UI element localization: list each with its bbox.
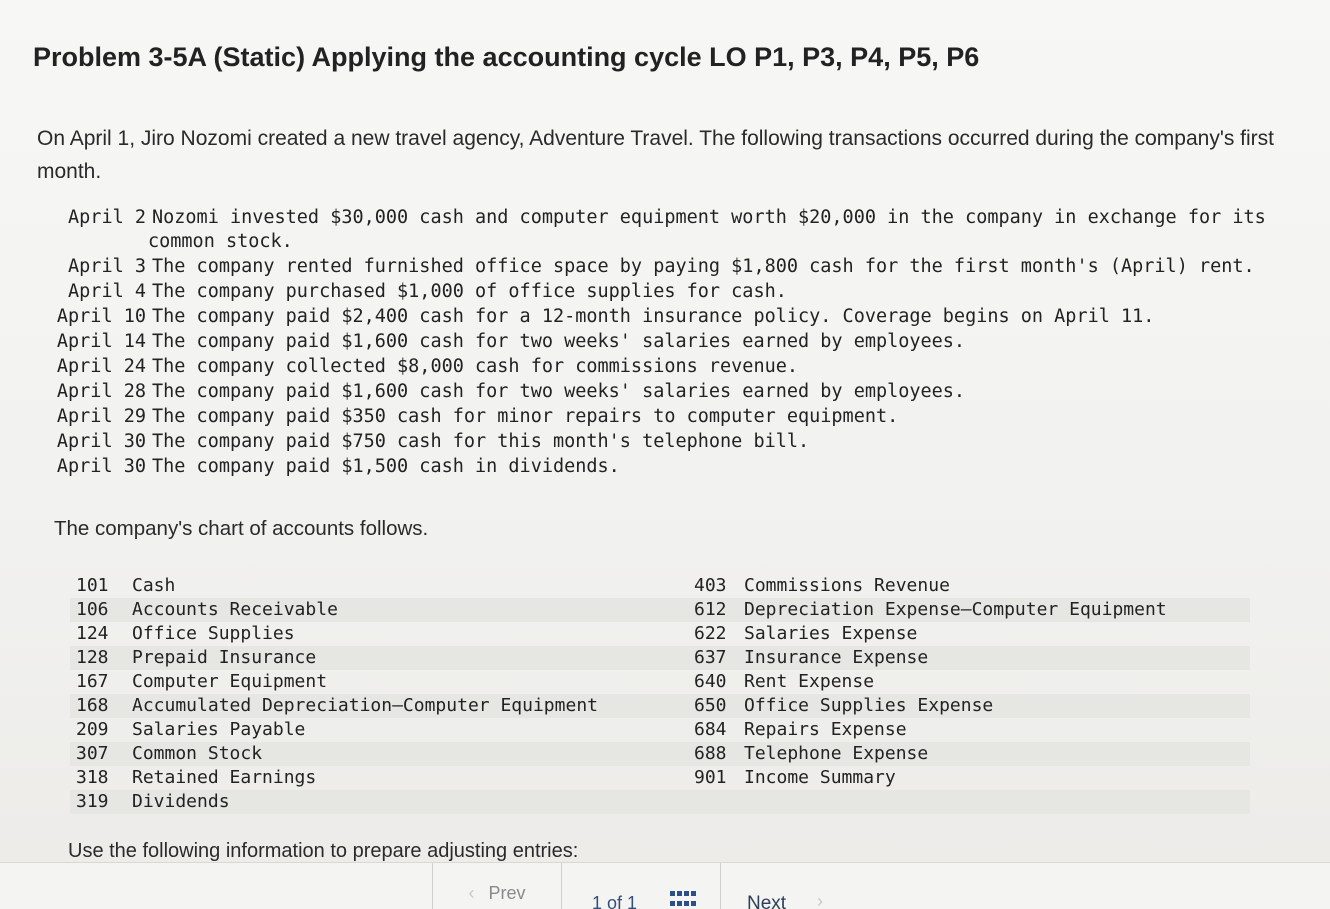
account-number: 168 [76, 695, 109, 716]
account-name: Telephone Expense [744, 743, 929, 764]
problem-title: Problem 3-5A (Static) Applying the accounting cycle LO P1, P3, P4, P5, P6 [33, 42, 980, 72]
account-right [690, 742, 928, 766]
account-name: Computer Equipment [132, 671, 328, 692]
transaction-date: April 3 [68, 256, 146, 277]
transaction-text-continued: common stock. [148, 231, 293, 252]
transaction-text: The company paid $1,600 cash for two weeks' salaries earned by employees. [152, 381, 966, 402]
account-number: 319 [76, 791, 109, 812]
account-row [70, 766, 1250, 790]
account-name: Retained Earnings [132, 767, 317, 788]
account-name: Income Summary [744, 767, 896, 788]
account-row [70, 790, 1250, 814]
transaction-row [46, 279, 1266, 304]
problem-intro: On April 1, Jiro Nozomi created a new travel agency, Adventure Travel. The following transactions occurred during the company's first month. [37, 127, 1275, 183]
account-name: Salaries Expense [744, 623, 918, 644]
account-row [70, 694, 1250, 718]
account-left [70, 718, 690, 742]
transaction-row [46, 354, 1266, 379]
transaction-row [46, 379, 1266, 404]
prev-label: Prev [488, 883, 526, 903]
account-name: Office Supplies [132, 623, 295, 644]
account-row [70, 670, 1250, 694]
transaction-date: April 30 [56, 456, 146, 477]
transaction-text: The company paid $750 cash for this month's telephone bill. [152, 431, 810, 452]
transaction-date: April 10 [56, 306, 146, 327]
account-right [690, 670, 874, 694]
transaction-date: April 29 [56, 406, 146, 427]
account-name: Cash [132, 575, 176, 596]
transaction-text: The company purchased $1,000 of office supplies for cash. [152, 281, 787, 302]
account-name: Salaries Payable [132, 719, 306, 740]
account-left [70, 742, 690, 766]
grid-icon[interactable] [670, 891, 696, 909]
account-number: 688 [694, 743, 727, 764]
transaction-date: April 24 [56, 356, 146, 377]
transaction-text: The company rented furnished office space by paying $1,800 cash for the first month's (April) rent. [152, 256, 1255, 277]
transaction-row [46, 304, 1266, 329]
account-row [70, 598, 1250, 622]
account-row [70, 622, 1250, 646]
pagination-bar [0, 862, 1330, 909]
account-number: 307 [76, 743, 109, 764]
account-number: 640 [694, 671, 727, 692]
account-left [70, 646, 690, 670]
account-left [70, 622, 690, 646]
account-right [690, 766, 896, 790]
page-indicator: 1 of 1 [592, 893, 638, 909]
account-name: Accounts Receivable [132, 599, 338, 620]
account-left [70, 766, 690, 790]
account-row [70, 718, 1250, 742]
transaction-text: The company paid $350 cash for minor repairs to computer equipment. [152, 406, 899, 427]
account-name: Dividends [132, 791, 230, 812]
account-number: 650 [694, 695, 727, 716]
chart-of-accounts-table [70, 574, 1250, 814]
account-number: 167 [76, 671, 109, 692]
transaction-text: The company paid $2,400 cash for a 12-month insurance policy. Coverage begins on April 11. [152, 306, 1155, 327]
transaction-row [46, 205, 1266, 230]
account-row [70, 646, 1250, 670]
next-label: Next [747, 893, 787, 909]
account-row [70, 574, 1250, 598]
account-right [690, 694, 993, 718]
account-left [70, 598, 690, 622]
transaction-text: The company collected $8,000 cash for commissions revenue. [152, 356, 799, 377]
account-left [70, 694, 690, 718]
transaction-date: April 14 [56, 331, 146, 352]
account-name: Office Supplies Expense [744, 695, 994, 716]
account-number: 128 [76, 647, 109, 668]
transaction-row [46, 429, 1266, 454]
transaction-date: April 2 [68, 207, 146, 228]
account-right [690, 622, 917, 646]
transaction-text: The company paid $1,600 cash for two weeks' salaries earned by employees. [152, 331, 966, 352]
account-right [690, 718, 907, 742]
account-name: Common Stock [132, 743, 263, 764]
account-right [690, 646, 928, 670]
account-row [70, 742, 1250, 766]
account-name: Insurance Expense [744, 647, 929, 668]
account-number: 124 [76, 623, 109, 644]
transaction-row [46, 329, 1266, 354]
account-name: Prepaid Insurance [132, 647, 317, 668]
account-left [70, 574, 690, 598]
account-right [690, 790, 744, 814]
account-number: 612 [694, 599, 727, 620]
adjusting-entries-intro: Use the following information to prepare adjusting entries: [68, 840, 579, 862]
account-name: Accumulated Depreciation—Computer Equipment [132, 695, 598, 716]
account-number: 637 [694, 647, 727, 668]
account-left [70, 670, 690, 694]
transaction-row [46, 404, 1266, 429]
account-number: 403 [694, 575, 727, 596]
account-name: Repairs Expense [744, 719, 907, 740]
account-left [70, 790, 690, 814]
account-number: 684 [694, 719, 727, 740]
account-number: 901 [694, 767, 727, 788]
account-name: Commissions Revenue [744, 575, 950, 596]
transaction-text: Nozomi invested $30,000 cash and computer equipment worth $20,000 in the company in exchange for its [152, 207, 1266, 228]
next-button[interactable] [720, 863, 870, 909]
transaction-text: The company paid $1,500 cash in dividends. [152, 456, 620, 477]
transaction-row [46, 254, 1266, 279]
account-number [690, 790, 744, 814]
account-name: Depreciation Expense—Computer Equipment [744, 599, 1167, 620]
chart-of-accounts-intro: The company's chart of accounts follows. [54, 517, 429, 540]
transaction-row [46, 454, 1266, 479]
transaction-date: April 4 [68, 281, 146, 302]
account-right [690, 598, 1167, 622]
chevron-right-icon: › [817, 891, 823, 909]
prev-button[interactable] [432, 863, 562, 909]
transactions-list [46, 205, 1266, 479]
account-number: 209 [76, 719, 109, 740]
account-number: 101 [76, 575, 109, 596]
transaction-date: April 30 [56, 431, 146, 452]
account-number: 622 [694, 623, 727, 644]
account-number: 106 [76, 599, 109, 620]
account-number: 318 [76, 767, 109, 788]
account-name: Rent Expense [744, 671, 875, 692]
account-right [690, 574, 950, 598]
chevron-left-icon: ‹ [468, 883, 475, 903]
transaction-date: April 28 [56, 381, 146, 402]
